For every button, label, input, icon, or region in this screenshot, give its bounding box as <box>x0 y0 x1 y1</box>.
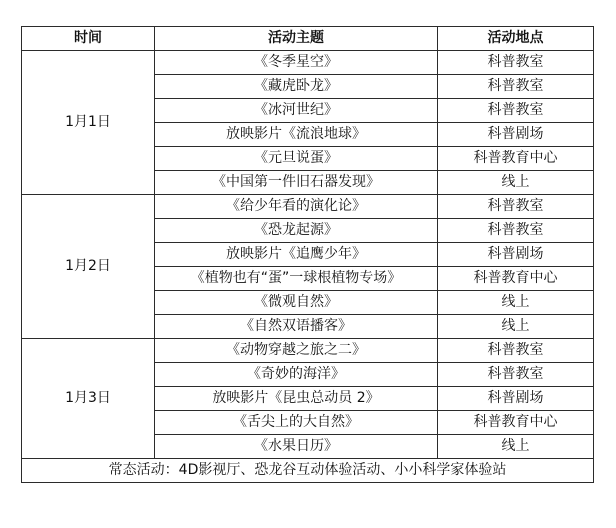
topic-cell: 《自然双语播客》 <box>155 315 438 339</box>
topic-cell: 《水果日历》 <box>155 435 438 459</box>
topic-cell: 《动物穿越之旅之二》 <box>155 339 438 363</box>
table-row <box>22 51 594 75</box>
place-cell: 科普教室 <box>438 219 594 243</box>
place-cell: 线上 <box>438 315 594 339</box>
place-cell: 科普教室 <box>438 75 594 99</box>
date-cell: 1月1日 <box>22 51 155 195</box>
place-cell: 科普剧场 <box>438 123 594 147</box>
date-cell: 1月3日 <box>22 339 155 459</box>
topic-cell: 放映影片《追鹰少年》 <box>155 243 438 267</box>
place-cell: 线上 <box>438 291 594 315</box>
header-time: 时间 <box>22 27 155 51</box>
topic-cell: 放映影片《昆虫总动员 2》 <box>155 387 438 411</box>
date-cell: 1月2日 <box>22 195 155 339</box>
table-row <box>22 339 594 363</box>
topic-cell: 《微观自然》 <box>155 291 438 315</box>
place-cell: 科普教育中心 <box>438 147 594 171</box>
place-cell: 线上 <box>438 171 594 195</box>
topic-cell: 《中国第一件旧石器发现》 <box>155 171 438 195</box>
place-cell: 科普剧场 <box>438 387 594 411</box>
topic-cell: 《植物也有“蛋”一球根植物专场》 <box>155 267 438 291</box>
place-cell: 科普教室 <box>438 339 594 363</box>
place-cell: 科普教室 <box>438 51 594 75</box>
place-cell: 科普教室 <box>438 195 594 219</box>
header-topic: 活动主题 <box>155 27 438 51</box>
topic-cell: 《冰河世纪》 <box>155 99 438 123</box>
header-place: 活动地点 <box>438 27 594 51</box>
activity-schedule-table <box>21 26 594 483</box>
place-cell: 科普教室 <box>438 363 594 387</box>
topic-cell: 《给少年看的演化论》 <box>155 195 438 219</box>
topic-cell: 《舌尖上的大自然》 <box>155 411 438 435</box>
topic-cell: 《冬季星空》 <box>155 51 438 75</box>
footer-row <box>22 459 594 483</box>
topic-cell: 《元旦说蛋》 <box>155 147 438 171</box>
place-cell: 科普剧场 <box>438 243 594 267</box>
topic-cell: 《奇妙的海洋》 <box>155 363 438 387</box>
place-cell: 科普教育中心 <box>438 267 594 291</box>
place-cell: 科普教育中心 <box>438 411 594 435</box>
table-row <box>22 195 594 219</box>
topic-cell: 《藏虎卧龙》 <box>155 75 438 99</box>
header-row <box>22 27 594 51</box>
regular-activities-note: 常态活动：4D影视厅、恐龙谷互动体验活动、小小科学家体验站 <box>22 459 594 483</box>
place-cell: 科普教室 <box>438 99 594 123</box>
place-cell: 线上 <box>438 435 594 459</box>
topic-cell: 《恐龙起源》 <box>155 219 438 243</box>
topic-cell: 放映影片《流浪地球》 <box>155 123 438 147</box>
